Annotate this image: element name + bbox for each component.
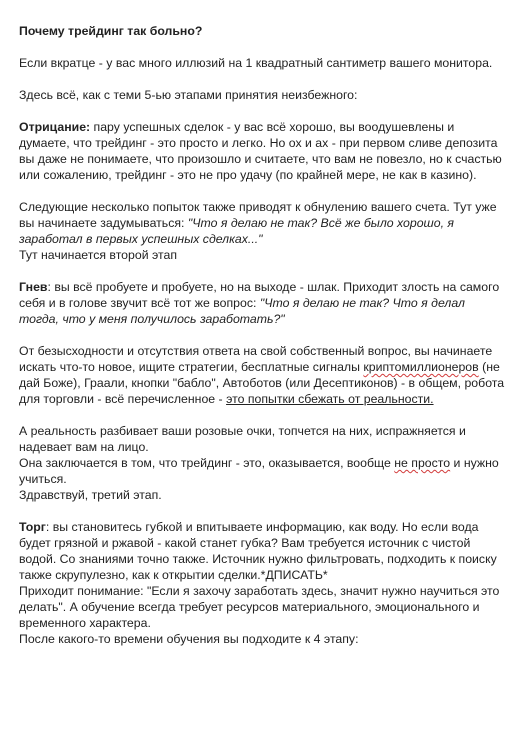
third-stage-line: Здравствуй, третий этап.: [19, 488, 162, 502]
reality-line-2: [19, 455, 508, 487]
underlined-phrase: это попытки сбежать от реальности.: [226, 392, 434, 406]
reality-line-2-after: и нужно учиться.: [19, 456, 499, 486]
anger-text: : вы всё пробуете и пробуете, но на выходе - шлак. Приходит злость на самого себя и в голове звучит всё тот же вопрос:: [19, 280, 500, 310]
bargaining-label: Торг: [19, 520, 46, 534]
denial-paragraph: [19, 119, 508, 183]
despair-text-before: От безысходности и отсутствия ответа на свой собственный вопрос, вы начинаете искать что-то новое, ищите стратегии, бесплатные сигналы: [19, 344, 493, 374]
anger-label: Гнев: [19, 280, 48, 294]
misspelled-word: криптомиллионеров: [363, 360, 479, 374]
anger-quote: "Что я делаю не так? Что я делал тогда, что у меня получилось заработать?": [19, 296, 465, 326]
reality-marked-phrase: не просто: [394, 456, 451, 470]
bargaining-paragraph: [19, 519, 508, 583]
denial-label: Отрицание:: [19, 120, 91, 134]
next-attempts-text: Следующие несколько попыток также приводят к обнулению вашего счета. Тут уже вы начинаете задумываться:: [19, 200, 497, 230]
second-stage-line: Тут начинается второй этап: [19, 248, 177, 262]
reality-line-2-before: Она заключается в том, что трейдинг - это, оказывается, вообще: [19, 456, 395, 470]
next-attempts-quote: "Что я делаю не так? Всё же было хорошо, я заработал в первых успешных сделках...": [19, 216, 454, 246]
denial-text: пару успешных сделок - у вас всё хорошо, вы воодушевлены и думаете, что трейдинг - это просто и легко. Но ох и ах - при первом сливе депозита вы даже не понимаете, что произошло и считаете, что вам не повезло, но к счастью или сожалению, трейдинг - это не про удачу (по крайней мере, не как в казино).: [19, 120, 502, 182]
bargaining-text: : вы становитесь губкой и впитываете информацию, как воду. Но если вода будет грязной и ржавой - какой станет губка? Вам требуется источник с чистой водой. Со знаниями точно также. Источник нужно фильтровать, подходить к поиску также скрупулезно, как к открытии сделки.*ДПИСАТЬ*: [19, 520, 497, 582]
reality-line-1: А реальность разбивает ваши розовые очки, топчется на них, испражняется и надевает вам на лицо.: [19, 424, 466, 454]
despair-paragraph: [19, 343, 508, 407]
despair-text-middle: (не дай Боже), Граали, кнопки "бабло", Автоботов (или Десептиконов) - в общем, робота для торговли - всё перечисленное -: [19, 360, 505, 406]
stages-intro-paragraph: Здесь всё, как с теми 5-ью этапами принятия неизбежного:: [19, 88, 358, 102]
intro-paragraph: Если вкратце - у вас много иллюзий на 1 квадратный сантиметр вашего монитора.: [19, 56, 493, 70]
anger-paragraph: [19, 279, 508, 327]
next-attempts-paragraph: [19, 199, 508, 247]
understanding-paragraph: Приходит понимание: "Если я захочу заработать здесь, значит нужно научиться это делать". А обучение всегда требует ресурсов материального, эмоционального и временного характера.: [19, 584, 500, 630]
document-title: Почему трейдинг так больно?: [19, 24, 203, 38]
fourth-stage-line: После какого-то времени обучения вы подходите к 4 этапу:: [19, 632, 359, 646]
